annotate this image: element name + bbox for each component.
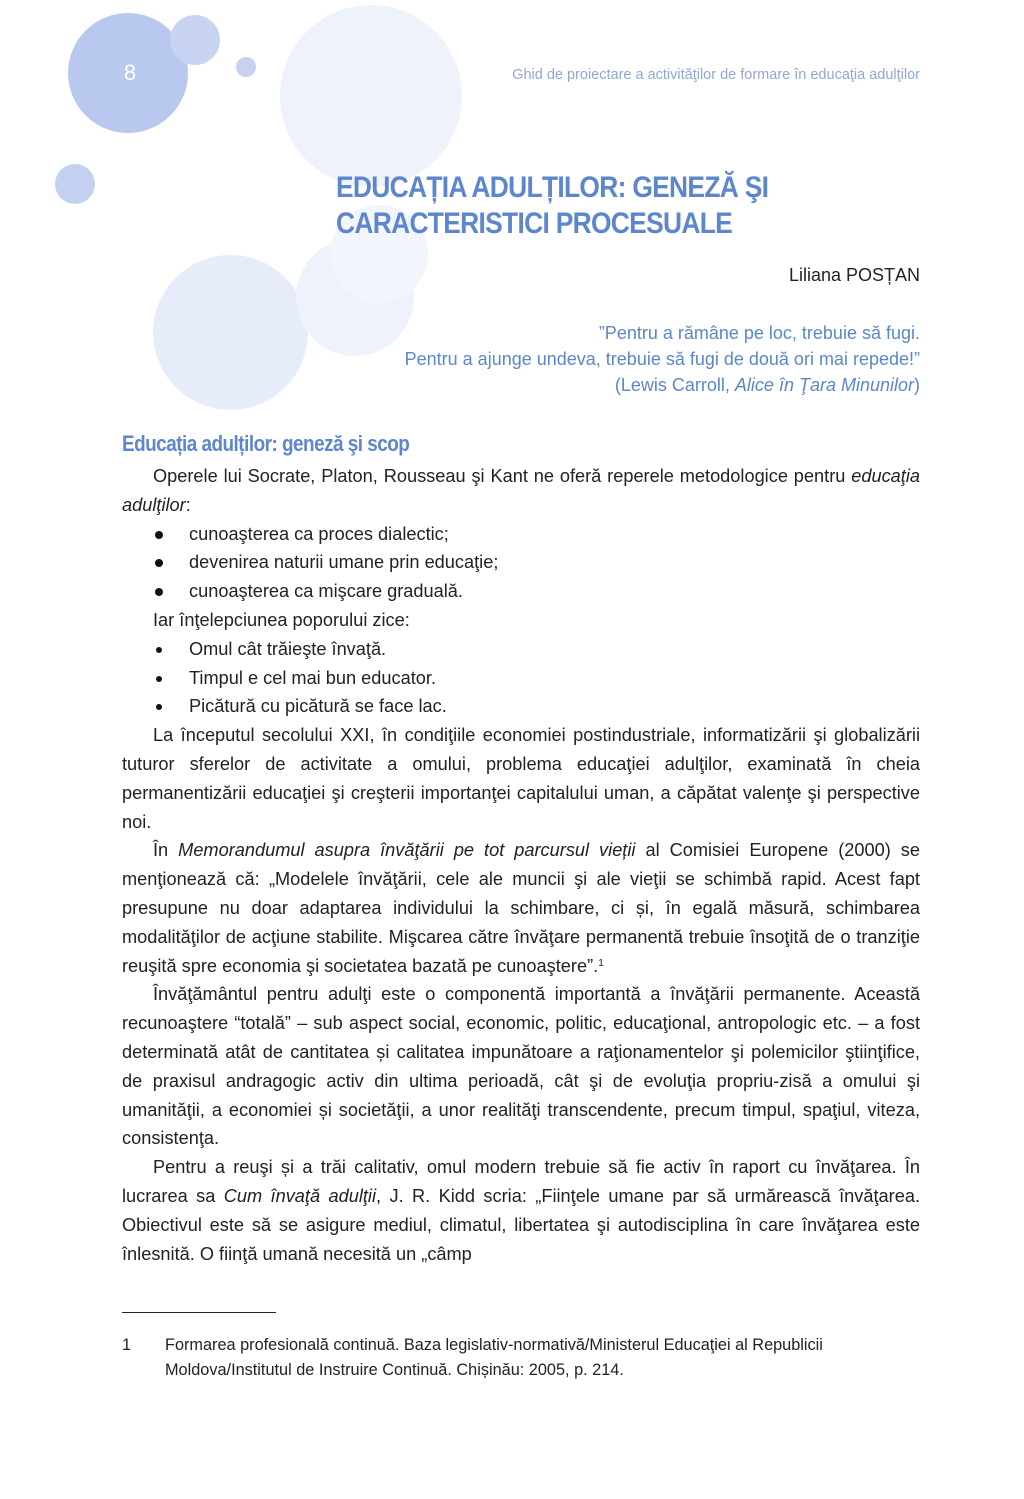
epigraph-source-suffix: ) bbox=[914, 375, 920, 395]
chapter-title bbox=[336, 170, 855, 242]
list-item bbox=[122, 520, 920, 549]
epigraph bbox=[240, 320, 920, 398]
footnote-number: 1 bbox=[122, 1336, 132, 1354]
author-name: Liliana POSȚAN bbox=[788, 265, 920, 285]
text-run: Pentru a reuşi și a trăi calitativ, omul modern trebuie să fie activ în raport cu învăţarea. În lucrarea sa bbox=[122, 1157, 920, 1206]
epigraph-line: ”Pentru a rămâne pe loc, trebuie să fugi. bbox=[598, 323, 920, 343]
bullet-icon bbox=[156, 676, 162, 682]
text-run: Operele lui Socrate, Platon, Rousseau şi Kant ne oferă reperele metodologice pentru bbox=[153, 466, 852, 486]
bullet-icon bbox=[156, 647, 162, 653]
text-italic: Memorandumul asupra învăţării pe tot parcursul vieții bbox=[178, 840, 636, 861]
decorative-bubble bbox=[55, 164, 95, 204]
list-item bbox=[122, 635, 920, 664]
paragraph: La începutul secolului XXI, în condiţiile economiei postindustriale, informatizării şi globalizării tuturor sferelor de activitate a omului, problema educaţiei adulţilor, examinată în cheia permanentizării educaţiei şi creşterii importanţei capitalului uman, a căpătat valenţe şi perspective noi. bbox=[122, 725, 920, 832]
decorative-bubble bbox=[236, 57, 256, 77]
text-run: , J. R. Kidd scria: „Fiinţele umane par să urmărească învăţarea. Obiectivul este să se asigure mediul, climatul, libertatea şi autodisciplina în care învăţarea este înlesnită. O fiinţă umană necesită un „câmp bbox=[122, 1185, 920, 1264]
list-item-text: Timpul e cel mai bun educator. bbox=[189, 667, 437, 688]
bullet-icon bbox=[155, 531, 163, 539]
body-text bbox=[122, 462, 920, 1268]
epigraph-source bbox=[240, 372, 920, 398]
footnote-divider bbox=[122, 1312, 276, 1313]
chapter-title-line: EDUCAȚIA ADULȚILOR: GENEZĂ ŞI bbox=[336, 171, 769, 204]
list-item bbox=[122, 692, 920, 721]
text-run: al Comisiei Europene (2000) se menţionează că: „Modelele învăţării, cele ale muncii şi ale vieţii se schimbă rapid. Acest fapt presupune nu doar adaptarea individului la schimbare, ci și, în egală măsură, schimbarea modalităţilor de acţiune stabilite. Mişcarea către învăţare permanentă trebuie însoţită de o tranziţie reuşită spre economia şi societatea bazată pe cunoaştere”. bbox=[122, 840, 920, 976]
decorative-bubble bbox=[280, 5, 462, 187]
text-run: : bbox=[185, 494, 191, 515]
bullet-list-proverbs bbox=[122, 635, 920, 721]
bullet-icon bbox=[155, 588, 163, 596]
decorative-bubble bbox=[170, 15, 220, 65]
text-italic: educaţia adulţilor bbox=[122, 466, 920, 515]
paragraph: Învăţământul pentru adulţi este o componentă importantă a învăţării permanente. Această recunoaştere “totală” – sub aspect social, economic, politic, educaţional, antropologic etc. – a fost determinată atât de cantitatea și calitatea impunătoare a raţionamentelor şi polemicilor ştiinţifice, de praxisul andragogic activ din ultima perioadă, cât şi de evoluţia propriu-zisă a omului şi umanităţii, a economiei și societăţii, a unor realităţi transcendente, precum timpul, spaţiul, viteza, consistenţa. bbox=[122, 984, 920, 1149]
chapter-title-line: CARACTERISTICI PROCESUALE bbox=[336, 207, 733, 240]
footnote bbox=[122, 1333, 920, 1383]
paragraph bbox=[122, 836, 920, 980]
bullet-icon bbox=[156, 704, 162, 710]
bullet-icon bbox=[155, 559, 163, 567]
list-item bbox=[122, 664, 920, 693]
list-item bbox=[122, 548, 920, 577]
list-item bbox=[122, 577, 920, 606]
footnote-text: Formarea profesională continuă. Baza legislativ-normativă/Ministerul Educaţiei al Republicii Moldova/Institutul de Instruire Continuă. Chișinău: 2005, p. 214. bbox=[165, 1336, 823, 1379]
list-item-text: Picătură cu picătură se face lac. bbox=[189, 696, 447, 717]
text-italic: Cum învaţă adulţii bbox=[223, 1185, 377, 1206]
list-item-text: devenirea naturii umane prin educaţie; bbox=[189, 552, 499, 573]
bullet-list-principles bbox=[122, 520, 920, 606]
epigraph-source-title: Alice în Ţara Minunilor bbox=[734, 375, 914, 395]
list-item-text: Omul cât trăieşte învaţă. bbox=[189, 638, 387, 659]
epigraph-source-prefix: (Lewis Carroll, bbox=[614, 375, 735, 395]
epigraph-line: Pentru a ajunge undeva, trebuie să fugi de două ori mai repede!” bbox=[404, 349, 920, 369]
paragraph-wisdom-intro: Iar înţelepciunea poporului zice: bbox=[153, 609, 410, 630]
running-header: Ghid de proiectare a activităţilor de formare în educaţia adulţilor bbox=[512, 67, 920, 83]
list-item-text: cunoaşterea ca proces dialectic; bbox=[189, 523, 449, 544]
paragraph-intro bbox=[122, 462, 920, 520]
footnote-reference[interactable]: 1 bbox=[598, 957, 604, 969]
paragraph bbox=[122, 1153, 920, 1268]
page-number: 8 bbox=[123, 60, 137, 85]
list-item-text: cunoaşterea ca mişcare graduală. bbox=[189, 581, 463, 602]
section-heading: Educația adulților: geneză şi scop bbox=[122, 431, 410, 456]
text-run: În bbox=[153, 840, 179, 861]
